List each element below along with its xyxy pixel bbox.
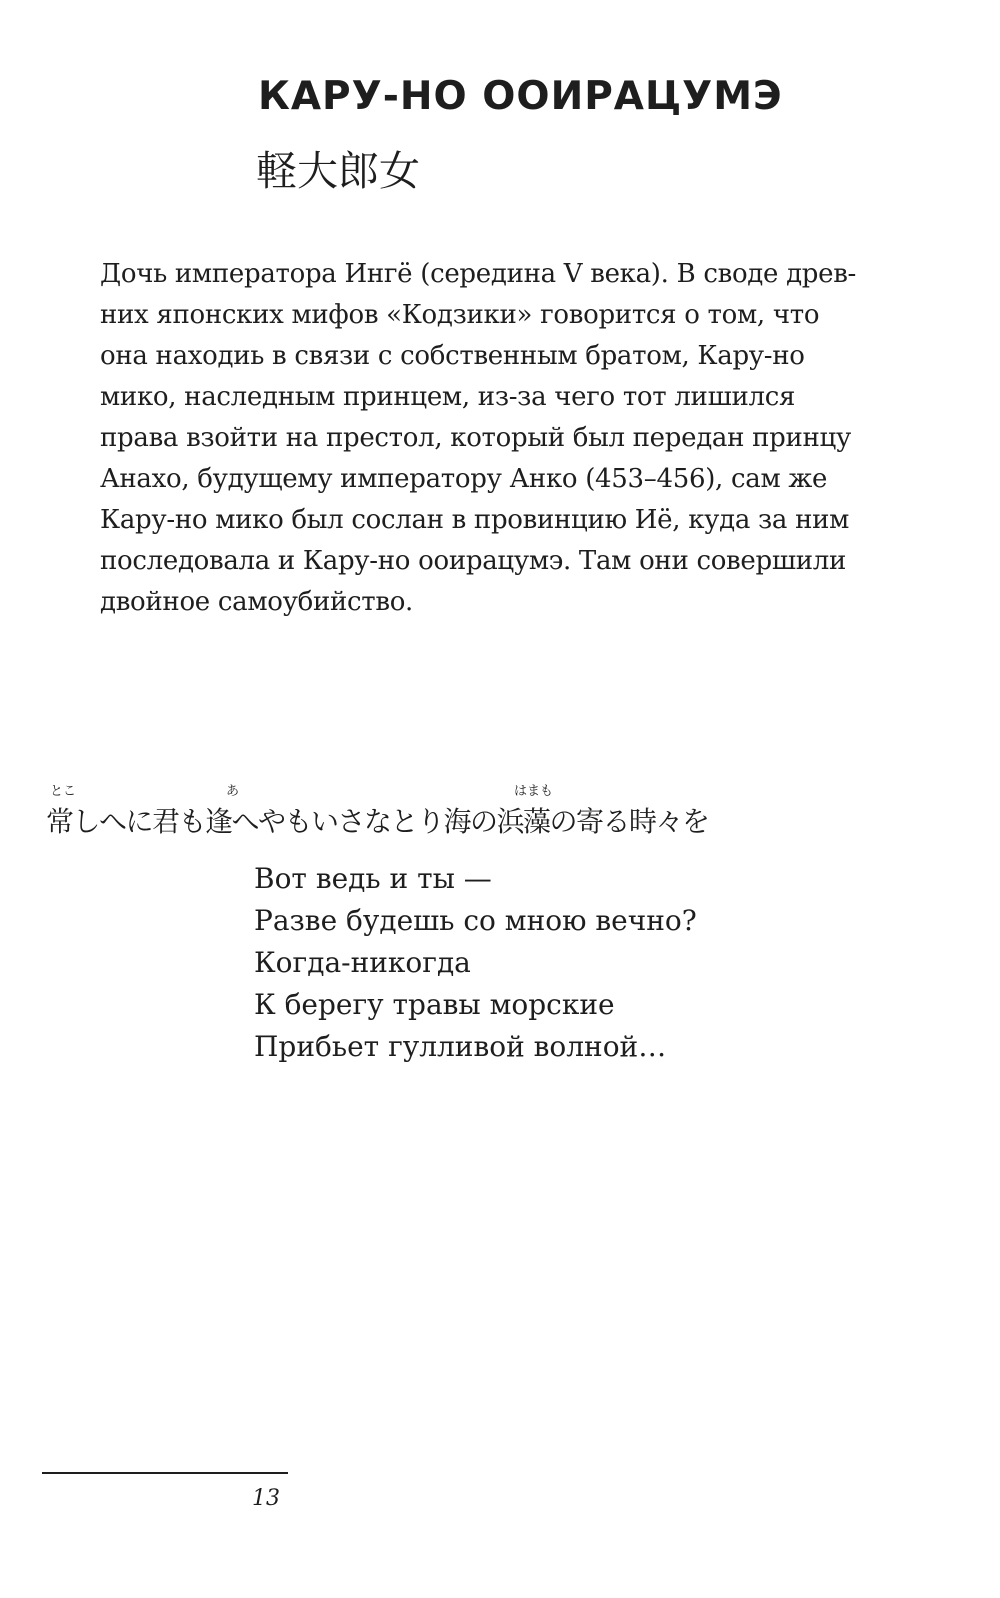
japanese-poem (46, 780, 806, 840)
kanji-title: 軽大郎女 (256, 147, 420, 195)
bio-line: мико, наследным принцем, из-за чего тот лишился (100, 382, 796, 412)
page-number: 13 (252, 1486, 280, 1511)
bio-line: последовала и Кару-но ооирацумэ. Там они совершили (100, 546, 846, 576)
japanese-poem-text: 常しへに君も逢へやもいさなとり海の浜藻の寄る時々を (46, 805, 709, 838)
bio-line: двойное самоубийство. (100, 587, 414, 617)
bio-line: права взойти на престол, который был передан принцу (100, 423, 851, 453)
furigana: あ (226, 784, 240, 799)
poem-line: Когда-никогда (254, 946, 471, 979)
furigana: はまも (514, 784, 554, 799)
bio-line: них японских мифов «Кодзики» говорится о том, что (100, 300, 820, 330)
poem-line: Вот ведь и ты — (254, 862, 492, 895)
bio-line: Анахо, будущему императору Анко (453–456), сам же (100, 464, 828, 494)
poem-line: Разве будешь со мною вечно? (254, 904, 697, 937)
poem-line: Прибьет гулливой волной… (254, 1030, 667, 1063)
biography-paragraph (100, 254, 860, 623)
page-title: КАРУ-НО ООИРАЦУМЭ (258, 74, 783, 119)
bio-line: Кару-но мико был сослан в провинцию Иё, куда за ним (100, 505, 850, 535)
poem-line: К берегу травы морские (254, 988, 615, 1021)
bio-line: она находиь в связи с собственным братом, Кару-но (100, 341, 805, 371)
russian-poem (254, 858, 697, 1068)
footer-rule (42, 1472, 288, 1474)
bio-line: Дочь императора Ингё (середина V века). В своде древ- (100, 259, 857, 289)
furigana: とこ (50, 784, 77, 799)
